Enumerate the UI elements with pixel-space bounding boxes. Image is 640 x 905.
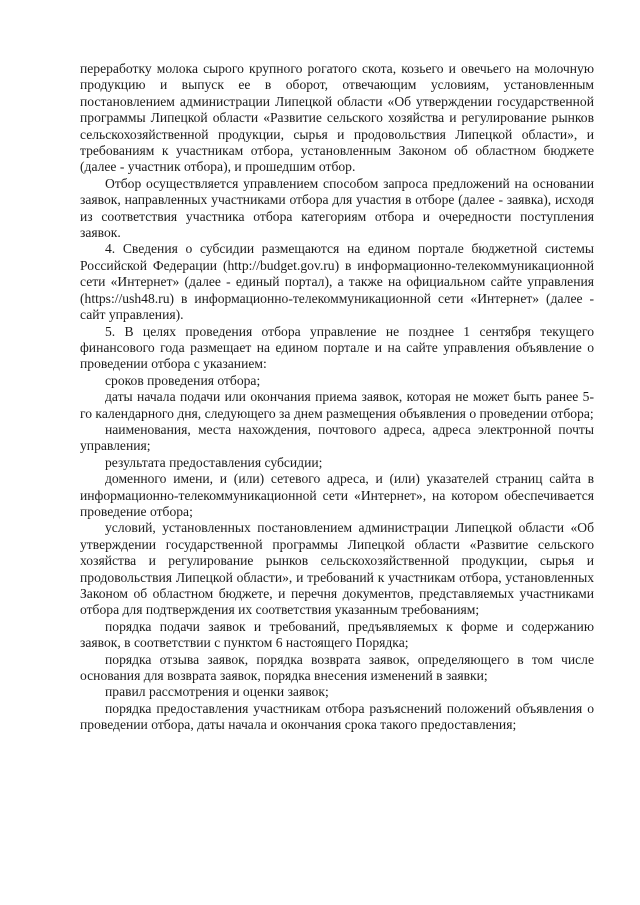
list-item-domain: доменного имени, и (или) сетевого адреса, и (или) указателей страниц сайта в информационно-телекоммуникационной сети «Интернет», на котором обеспечивается проведение отбора; (80, 471, 594, 519)
list-item-deadlines: сроков проведения отбора; (105, 372, 261, 388)
list-item-contacts: наименования, места нахождения, почтового адреса, адреса электронной почты управления; (80, 421, 594, 454)
list-item-submission: порядка подачи заявок и требований, предъявляемых к форме и содержанию заявок, в соответствии с пунктом 6 настоящего Порядка; (80, 618, 594, 651)
list-item-dates: даты начала подачи или окончания приема заявок, которая не может быть ранее 5-го календарного дня, следующего за днем размещения объявления о проведении отбора; (80, 389, 594, 421)
list-item-rules: правил рассмотрения и оценки заявок; (105, 684, 329, 700)
paragraph-1: переработку молока сырого крупного рогатого скота, козьего и овечьего на молочную продукцию и выпуск ее в оборот, отвечающим условиям, установленным постановлением администрации Липецкой области «Об утверждении государственной программы Липецкой области «Развитие сельского хозяйства и регулирование рынков сельскохозяйственной продукции, сырья и продовольствия Липецкой области», и требованиям к участникам отбора, установленным Законом об областном бюджете (далее - участник отбора), и прошедшим отбор. (80, 61, 594, 175)
document-page (80, 61, 594, 734)
paragraph-3: 4. Сведения о субсидии размещаются на едином портале бюджетной системы Российской Федерации (http://budget.gov.ru) в информационно-телекоммуникационной сети «Интернет» (далее - единый портал), а также на официальном сайте управления (https://ush48.ru) в информационно-телекоммуникационной сети «Интернет» (далее - сайт управления). (80, 241, 594, 323)
paragraph-2: Отбор осуществляется управлением способом запроса предложений на основании заявок, направленных участниками отбора для участия в отборе (далее - заявка), исходя из соответствия участника отбора категориям отбора и очередности поступления заявок. (80, 175, 594, 241)
list-item-result: результата предоставления субсидии; (105, 454, 323, 470)
list-item-withdrawal: порядка отзыва заявок, порядка возврата заявок, определяющего в том числе основания для возврата заявок, порядка внесения изменений в заявки; (80, 651, 594, 684)
list-item-conditions: условий, установленных постановлением администрации Липецкой области «Об утверждении государственной программы Липецкой области «Развитие сельского хозяйства и регулирование рынков сельскохозяйственной продукции, сырья и продовольствия Липецкой области», и требований к участникам отбора, установленных Законом об областном бюджете, и перечня документов, представляемых участниками отбора для подтверждения их соответствия указанным требованиям; (80, 520, 594, 618)
paragraph-4: 5. В целях проведения отбора управление не позднее 1 сентября текущего финансового года размещает на едином портале и на сайте управления объявление о проведении отбора с указанием: (80, 323, 594, 372)
list-item-clarifications: порядка предоставления участникам отбора разъяснений положений объявления о проведении отбора, даты начала и окончания срока такого предоставления; (80, 700, 594, 733)
